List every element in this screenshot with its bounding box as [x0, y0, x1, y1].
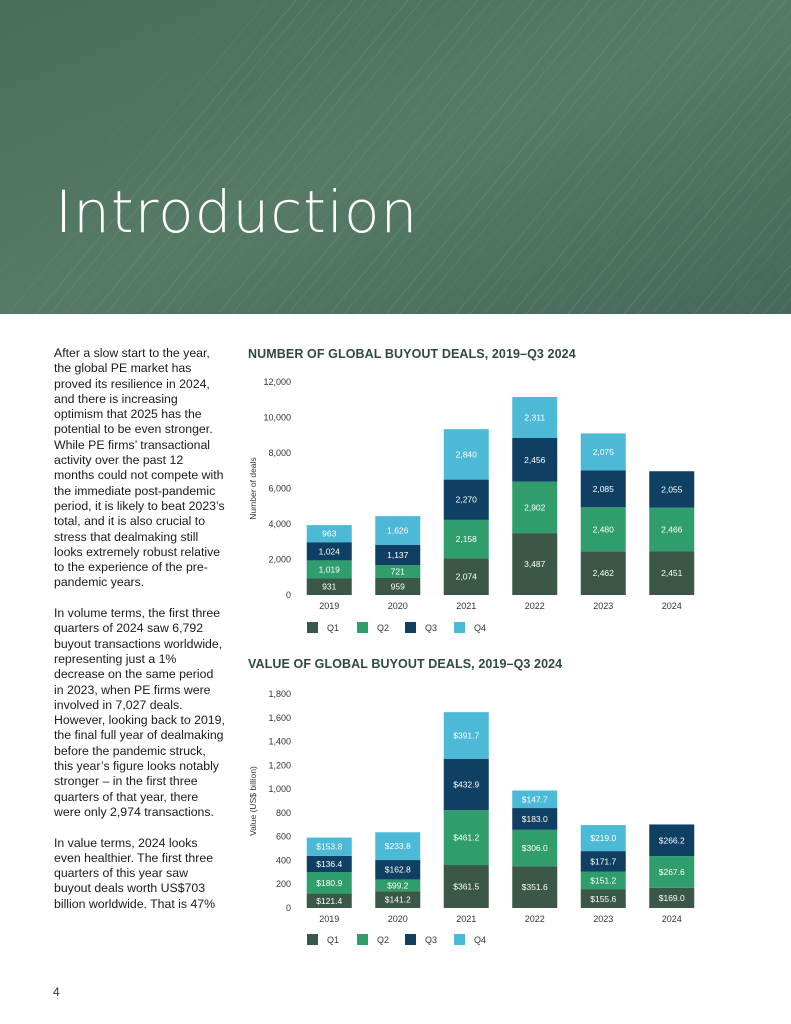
legend-label-q4: Q4 [474, 935, 487, 945]
y-tick-label: 200 [275, 879, 291, 890]
data-label: $136.4 [316, 858, 343, 869]
data-label: $432.9 [453, 779, 480, 790]
page-number: 4 [53, 985, 60, 999]
data-label: 2,270 [455, 494, 477, 505]
data-label: 2,311 [524, 412, 546, 423]
data-label: $461.2 [453, 832, 480, 843]
paragraph-1: After a slow start to the year, the global PE market has proved its resilience in 2024, and there is increasing optimism that 2025 has the potential to be even stronger. While PE firms’ transactional activity over the past 12 months could not compete with the immediate post-pandemic period, it is likely to beat 2023’s total, and it is also crucial to stress that dealmaking still looks extremely robust relative to the experience of the pre-pandemic years. [54, 346, 225, 590]
data-label: 2,840 [455, 449, 477, 460]
data-label: $99.2 [387, 880, 409, 891]
data-label: $141.2 [384, 894, 411, 905]
data-label: 2,456 [524, 454, 546, 465]
data-label: $121.4 [316, 895, 343, 906]
data-label: $147.7 [521, 794, 548, 805]
x-tick-label: 2024 [661, 601, 682, 611]
page-title: Introduction [55, 178, 419, 246]
y-tick-label: 8,000 [268, 448, 291, 458]
legend-label-q1: Q1 [327, 623, 340, 633]
data-label: $162.8 [384, 864, 411, 875]
legend-swatch-q1 [307, 622, 318, 633]
data-label: 2,902 [524, 502, 546, 513]
data-label: $233.8 [384, 841, 411, 852]
legend-label-q2: Q2 [377, 623, 390, 633]
y-tick-label: 400 [275, 855, 291, 866]
y-tick-label: 1,400 [268, 736, 291, 747]
x-tick-label: 2021 [456, 601, 477, 611]
data-label: $267.6 [658, 867, 685, 878]
x-tick-label: 2020 [387, 601, 408, 611]
deals-value-chart [240, 680, 700, 952]
data-label: $153.8 [316, 841, 343, 852]
data-label: 959 [390, 581, 405, 592]
x-tick-label: 2022 [524, 914, 545, 924]
x-tick-label: 2019 [319, 914, 340, 924]
data-label: 931 [322, 581, 337, 592]
data-label: 2,085 [592, 483, 614, 494]
data-label: $306.0 [521, 843, 548, 854]
x-tick-label: 2023 [593, 914, 614, 924]
data-label: $180.9 [316, 877, 343, 888]
data-label: $361.5 [453, 881, 480, 892]
y-tick-label: 800 [275, 807, 291, 818]
paragraph-2: In volume terms, the first three quarters of 2024 saw 6,792 buyout transactions worldwide, representing just a 1% decrease on the same period in 2023, when PE firms were involved in 7,027 deals. However, looking back to 2019, the final full year of dealmaking before the pandemic struck, this year’s figure looks notably stronger – in the first three quarters of that year, there were only 2,974 transactions. [54, 606, 225, 819]
y-axis-title: Number of deals [248, 457, 258, 520]
y-tick-label: 1,200 [268, 760, 291, 771]
y-tick-label: 2,000 [268, 554, 291, 565]
legend-swatch-q4 [454, 622, 465, 633]
legend-label-q1: Q1 [327, 935, 340, 945]
legend-swatch-q4 [454, 934, 465, 945]
legend-swatch-q1 [307, 934, 318, 945]
y-tick-label: 4,000 [268, 519, 291, 529]
data-label: 2,075 [592, 446, 614, 457]
legend-label-q3: Q3 [425, 935, 438, 945]
deals-value-chart-title: VALUE OF GLOBAL BUYOUT DEALS, 2019–Q3 2024 [248, 657, 563, 671]
hero-texture [0, 0, 791, 314]
data-label: $351.6 [521, 882, 548, 893]
data-label: 2,466 [661, 524, 683, 535]
y-tick-label: 0 [285, 903, 291, 913]
data-label: $219.0 [590, 833, 617, 844]
y-tick-label: 0 [285, 590, 291, 600]
data-label: 2,158 [455, 534, 477, 545]
data-label: 2,462 [592, 568, 614, 579]
y-tick-label: 1,800 [268, 689, 291, 699]
paragraph-3: In value terms, 2024 looks even healthier. The first three quarters of this year saw buyout deals worth US$703 billion worldwide. That is 47% [54, 835, 216, 911]
y-tick-label: 10,000 [263, 412, 291, 423]
data-label: $151.2 [590, 875, 617, 886]
legend-swatch-q3 [405, 934, 416, 945]
y-tick-label: 6,000 [268, 483, 291, 494]
x-tick-label: 2022 [524, 601, 545, 611]
data-label: 721 [390, 566, 405, 577]
deals-count-chart [240, 370, 700, 640]
legend-swatch-q2 [357, 934, 368, 945]
data-label: $169.0 [658, 892, 685, 903]
intro-text [54, 346, 226, 927]
x-tick-label: 2020 [387, 914, 408, 924]
data-label: $183.0 [521, 813, 548, 824]
hero-banner [0, 0, 791, 314]
data-label: $155.6 [590, 893, 617, 904]
deals-count-chart-title: NUMBER OF GLOBAL BUYOUT DEALS, 2019–Q3 2024 [248, 347, 576, 361]
data-label: 2,055 [661, 484, 683, 495]
x-tick-label: 2023 [593, 601, 614, 611]
y-tick-label: 1,600 [268, 712, 291, 723]
legend-swatch-q2 [357, 622, 368, 633]
x-tick-label: 2021 [456, 914, 477, 924]
y-tick-label: 1,000 [268, 784, 291, 795]
data-label: 1,137 [387, 550, 409, 561]
legend-label-q3: Q3 [425, 623, 438, 633]
x-tick-label: 2024 [661, 914, 682, 924]
y-tick-label: 600 [275, 831, 291, 842]
legend-label-q2: Q2 [377, 935, 390, 945]
data-label: 1,626 [387, 525, 409, 536]
data-label: 3,487 [524, 559, 546, 570]
y-axis-title: Value (US$ billion) [248, 766, 258, 836]
data-label: $391.7 [453, 730, 480, 741]
data-label: 2,480 [592, 524, 614, 535]
data-label: $266.2 [658, 835, 685, 846]
data-label: $171.7 [590, 856, 617, 867]
data-label: 1,019 [318, 564, 340, 575]
legend-swatch-q3 [405, 622, 416, 633]
data-label: 963 [322, 528, 337, 539]
x-tick-label: 2019 [319, 601, 340, 611]
data-label: 2,451 [661, 568, 683, 579]
data-label: 1,024 [318, 546, 340, 557]
data-label: 2,074 [455, 571, 477, 582]
legend-label-q4: Q4 [474, 623, 487, 633]
y-tick-label: 12,000 [263, 377, 291, 387]
